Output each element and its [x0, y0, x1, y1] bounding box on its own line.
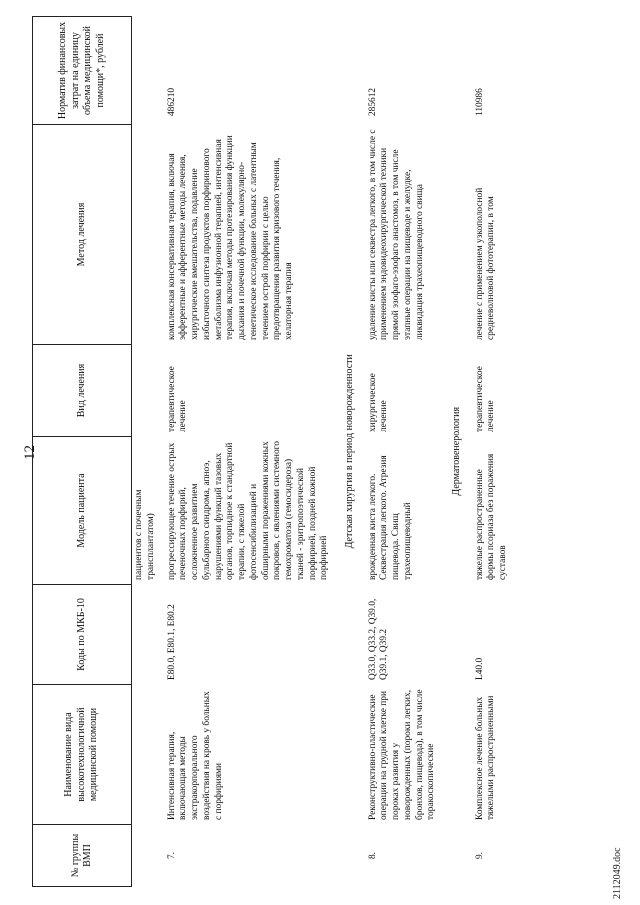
continuation-row: [132, 17, 164, 887]
row-treatment-type: терапевтическое лечение: [474, 366, 497, 432]
row-treatment-method: комплексная консервативная терапия, включая эфферентные и афферентные методы лечения, хирургические вмешательства, подавление избыточного синтеза продуктов порфиринового метаболизма инфузионной терапией, интенсивная терапия, включая методы протезирования функции дыхания и почечной функции, молекулярно-генетическое исследование больных с латентным течением острой порфирии с целью предотвращения развития кризового течения, хелаторная терапия: [166, 135, 294, 340]
header-treatment-method: Метод лечения: [33, 125, 132, 345]
row-cost-norm: 486210: [166, 87, 177, 116]
page-number: 12: [22, 445, 38, 460]
section-title-dermatovenereology: Дерматовенерология: [451, 406, 462, 496]
header-treatment-type: Вид лечения: [33, 345, 132, 437]
row-vmp-name: Реконструктивно-пластические операции на грудной клетке при пороках развития у новорожденных (пороки легких, бронхов, пищевода), в том числе торакоскопические: [367, 689, 437, 820]
vmp-table: [32, 16, 513, 887]
table-row: [365, 17, 442, 887]
section-row: [334, 17, 365, 887]
row-treatment-type: хирургическое лечение: [367, 373, 390, 432]
row-cost-norm: 110986: [474, 88, 485, 116]
row-cost-norm: 285612: [367, 87, 378, 116]
table-row: [472, 17, 513, 887]
header-vmp-name: Наименование вида высокотехнологичной медицинской помощи: [33, 685, 132, 825]
header-icd-codes: Коды по МКБ-10: [33, 585, 132, 685]
row-icd-codes: E80.0, E80.1, E80.2: [166, 604, 177, 680]
document-id: 2112049.doc: [612, 847, 623, 899]
table-row: [164, 17, 335, 887]
header-cost-norm: Норматив финансовых затрат на единицу объема медицинской помощи*, рублей: [33, 17, 132, 125]
row-treatment-method: лечение с применением узкополосной средневолновой фототерапии, в том: [474, 187, 497, 340]
continuation-text: пациентов с почечным трансплантатом): [134, 489, 156, 580]
section-title-pediatric-surgery: Детская хирургия в период новорожденности: [344, 354, 355, 549]
header-patient-model: Модель пациента: [33, 437, 132, 585]
row-number: 9.: [474, 851, 485, 860]
row-treatment-method: удаление кисты или секвестра легкого, в том числе с применением эндовидеохирургической техники прямой эзофаго-эзофаго анастомоз, в том числе этапные операции на пищеводе и желудке, ликвидация трахеопищеводного свища: [367, 129, 425, 340]
row-patient-model: прогрессирующее течение острых печеночных порфирий, осложненное развитием бульбарного синдрома, апноэ, нарушениями функций тазовых органов, торпидное к стандартной терапии, с тяжелой фотосенсибилизацией и обширными поражениями кожных покровов, с явлениями системного гемохроматоза (гемосидероза) тканей - эритропоэтической порфирией, поздней кожной порфирией: [166, 441, 330, 580]
row-vmp-name: Интенсивная терапия, включающая методы экстракорпорального воздействия на кровь у больных с порфириями: [166, 691, 224, 820]
row-treatment-type: терапевтическое лечение: [166, 366, 189, 432]
row-patient-model: тяжелые распространенные формы псориаза без поражения суставов: [474, 453, 508, 580]
row-icd-codes: Q33.0, Q33.2, Q39.0, Q39.1, Q39.2: [367, 598, 390, 680]
table-header-row: [33, 17, 132, 887]
row-number: 8.: [367, 851, 378, 860]
section-row: [441, 17, 472, 887]
row-patient-model: врожденная киста легкого. Секвестрация легкого. Атрезия пищевода. Свищ трахеопищеводный: [367, 455, 413, 580]
row-vmp-name: Комплексное лечение больных тяжелыми распространенными: [474, 695, 497, 820]
row-number: 7.: [166, 851, 177, 860]
header-group-number: № группы ВМП: [33, 825, 132, 887]
row-icd-codes: L40.0: [474, 657, 485, 680]
